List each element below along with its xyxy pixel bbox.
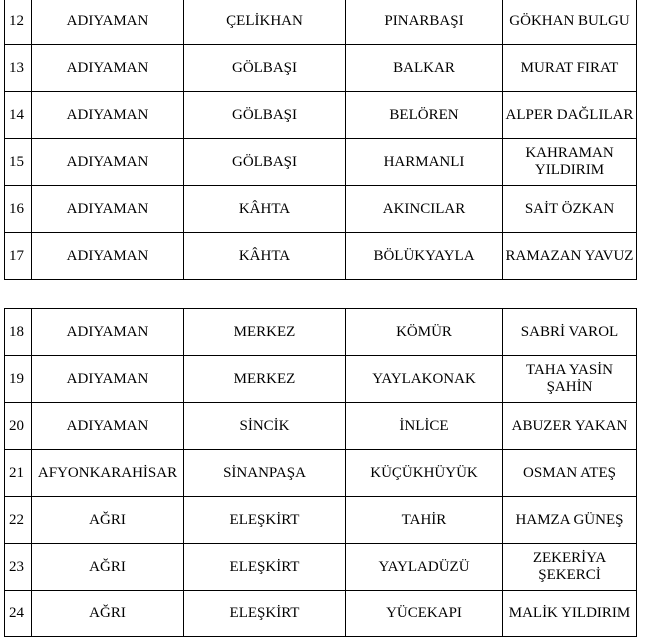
province-cell: ADIYAMAN: [32, 0, 184, 45]
table-row: [5, 0, 637, 45]
row-number-cell: 22: [5, 497, 32, 544]
district-cell: SİNCİK: [184, 403, 346, 450]
table-row: [5, 544, 637, 591]
table-row: [5, 403, 637, 450]
table-top-body: [5, 0, 637, 280]
province-cell: ADIYAMAN: [32, 309, 184, 356]
village-cell: BELÖREN: [346, 92, 503, 139]
village-cell: HARMANLI: [346, 139, 503, 186]
table-bottom: [4, 308, 637, 637]
district-cell: KÂHTA: [184, 233, 346, 280]
row-number-cell: 12: [5, 0, 32, 45]
page-break-gap: [0, 283, 650, 307]
row-number-cell: 23: [5, 544, 32, 591]
table-row: [5, 309, 637, 356]
person-name-cell: ABUZER YAKAN: [503, 403, 637, 450]
province-cell: AĞRI: [32, 591, 184, 637]
person-name-cell: MALİK YILDIRIM: [503, 591, 637, 637]
village-cell: KÖMÜR: [346, 309, 503, 356]
person-name-cell: TAHA YASİN ŞAHİN: [503, 356, 637, 403]
village-cell: YAYLADÜZÜ: [346, 544, 503, 591]
row-number-cell: 18: [5, 309, 32, 356]
person-name-cell: RAMAZAN YAVUZ: [503, 233, 637, 280]
table-row: [5, 139, 637, 186]
row-number-cell: 16: [5, 186, 32, 233]
province-cell: ADIYAMAN: [32, 356, 184, 403]
table-row: [5, 497, 637, 544]
district-cell: GÖLBAŞI: [184, 139, 346, 186]
district-cell: GÖLBAŞI: [184, 92, 346, 139]
village-cell: KÜÇÜKHÜYÜK: [346, 450, 503, 497]
village-cell: BÖLÜKYAYLA: [346, 233, 503, 280]
district-cell: ELEŞKİRT: [184, 591, 346, 637]
person-name-cell: HAMZA GÜNEŞ: [503, 497, 637, 544]
table-row: [5, 450, 637, 497]
table-row: [5, 233, 637, 280]
table-row: [5, 92, 637, 139]
person-name-cell: SAİT ÖZKAN: [503, 186, 637, 233]
row-number-cell: 17: [5, 233, 32, 280]
district-cell: SİNANPAŞA: [184, 450, 346, 497]
village-cell: PINARBAŞI: [346, 0, 503, 45]
person-name-cell: ALPER DAĞLILAR: [503, 92, 637, 139]
table-row: [5, 591, 637, 637]
province-cell: AĞRI: [32, 497, 184, 544]
person-name-cell: SABRİ VAROL: [503, 309, 637, 356]
district-cell: MERKEZ: [184, 356, 346, 403]
village-cell: YAYLAKONAK: [346, 356, 503, 403]
district-cell: MERKEZ: [184, 309, 346, 356]
district-cell: GÖLBAŞI: [184, 45, 346, 92]
district-cell: KÂHTA: [184, 186, 346, 233]
district-cell: ELEŞKİRT: [184, 544, 346, 591]
row-number-cell: 15: [5, 139, 32, 186]
table-bottom-body: [5, 309, 637, 637]
person-name-cell: ZEKERİYA ŞEKERCİ: [503, 544, 637, 591]
row-number-cell: 20: [5, 403, 32, 450]
person-name-cell: MURAT FIRAT: [503, 45, 637, 92]
person-name-cell: KAHRAMAN YILDIRIM: [503, 139, 637, 186]
province-cell: ADIYAMAN: [32, 233, 184, 280]
province-cell: AĞRI: [32, 544, 184, 591]
table-row: [5, 45, 637, 92]
village-cell: İNLİCE: [346, 403, 503, 450]
village-cell: TAHİR: [346, 497, 503, 544]
district-cell: ÇELİKHAN: [184, 0, 346, 45]
district-cell: ELEŞKİRT: [184, 497, 346, 544]
person-name-cell: GÖKHAN BULGU: [503, 0, 637, 45]
province-cell: ADIYAMAN: [32, 403, 184, 450]
village-cell: BALKAR: [346, 45, 503, 92]
table-row: [5, 356, 637, 403]
province-cell: ADIYAMAN: [32, 186, 184, 233]
province-cell: ADIYAMAN: [32, 45, 184, 92]
table-top: [4, 0, 637, 280]
table-row: [5, 186, 637, 233]
row-number-cell: 14: [5, 92, 32, 139]
village-cell: YÜCEKAPI: [346, 591, 503, 637]
province-cell: ADIYAMAN: [32, 139, 184, 186]
row-number-cell: 13: [5, 45, 32, 92]
person-name-cell: OSMAN ATEŞ: [503, 450, 637, 497]
village-cell: AKINCILAR: [346, 186, 503, 233]
province-cell: ADIYAMAN: [32, 92, 184, 139]
row-number-cell: 21: [5, 450, 32, 497]
row-number-cell: 24: [5, 591, 32, 637]
row-number-cell: 19: [5, 356, 32, 403]
province-cell: AFYONKARAHİSAR: [32, 450, 184, 497]
